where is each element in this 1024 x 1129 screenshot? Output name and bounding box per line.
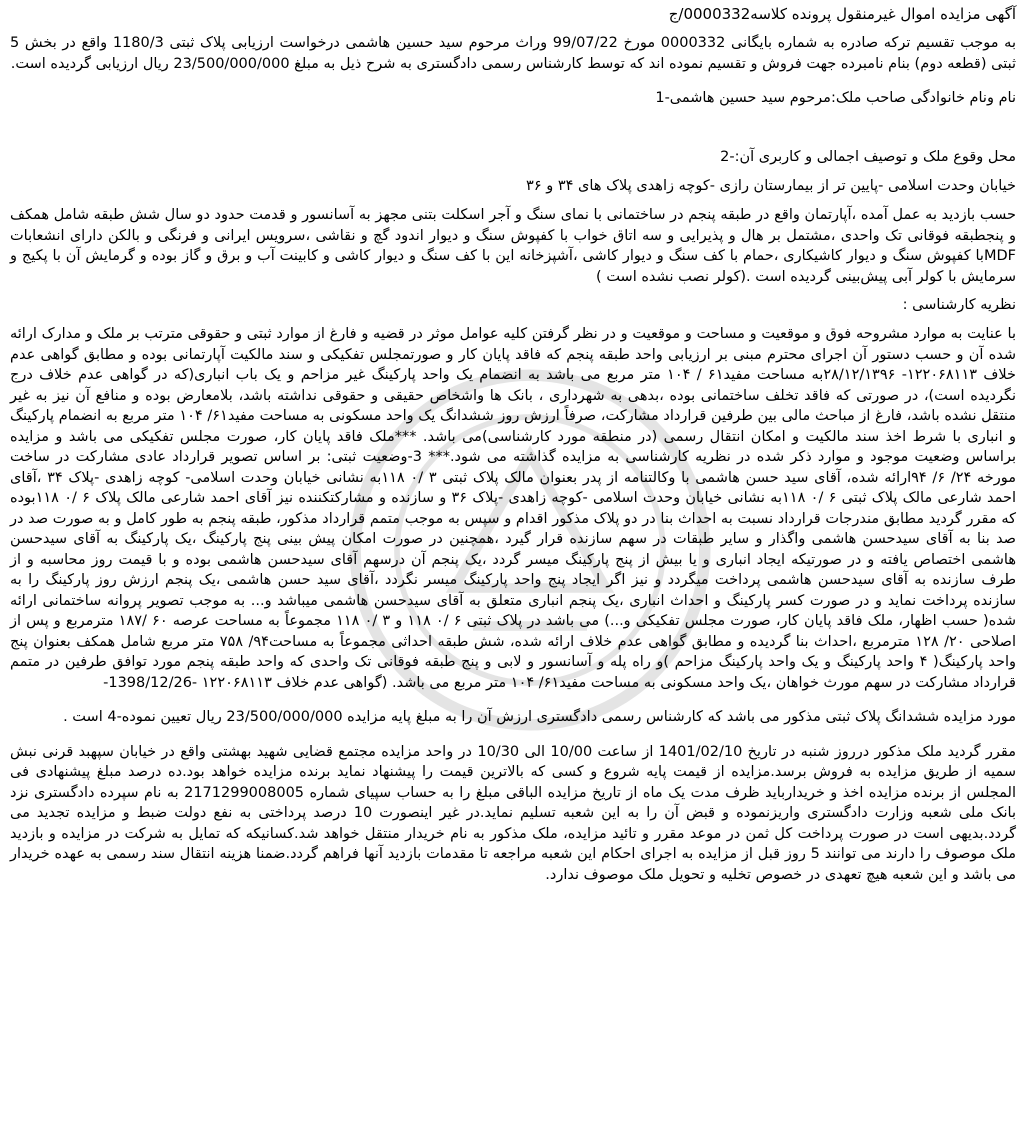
location-heading: محل وقوع ملک و توصیف اجمالی و کاربری آن:-2 [720,149,1016,165]
owner-line: نام ونام خانوادگی صاحب ملک:مرحوم سید حسین هاشمی-1 [655,90,1016,106]
address-line: خیابان وحدت اسلامی -پایین تر از بیمارستان رازی -کوچه زاهدی پلاک های ۳۴ و ۳۶ [526,178,1016,194]
intro-paragraph: به موجب تقسیم ترکه صادره به شماره بایگانی 0000332 مورخ 99/07/22 وراث مرحوم سید حسین هاشمی درخواست ارزیابی پلاک ثبتی 1180/3 واقع در بخش 5 ثبتی (قطعه دوم) بنام نامبرده جهت فروش و تقسیم نموده اند که توسط کارشناس رسمی دادگستری به شرح ذیل به مبلغ 23/500/000/000 ریال ارزیابی گردیده است. [10,35,1016,72]
notice-title: آگهی مزایده اموال غیرمنقول پرونده کلاسه0000332/ج [668,5,1016,23]
property-description: حسب بازدید به عمل آمده ،آپارتمان واقع در طبقه پنجم در ساختمانی با نمای سنگ و آجر اسکلت بتنی مجهز به آسانسور و قدمت حدود دو سال شش طبقه شامل همکف و پنجطبقه فوقانی تک واحدی ،مشتمل بر هال و پذیرایی و سه اتاق خواب با کفپوش سنگ و دیوار اندود گچ و نقاشی ،سرویس ایرانی و فرنگی و بالکن دارای انشعابات MDFبا کفپوش سنگ و دیوار کاشیکاری ،حمام با کف سنگ و دیوار کاشی ،آشپزخانه این با کف سنگ و دیوار کاشی و کابینت آب و برق و گاز بوده و گرمایش آن با پکیج و سرمایش با کولر آبی پیش‌بینی گردیده است .(کولر نصب نشده است ) [10,207,1016,285]
auction-terms-paragraph: مقرر گردید ملک مذکور درروز شنبه در تاریخ 1401/02/10 از ساعت 10/00 الی 10/30 در واحد مزایده مجتمع قضایی شهید بهشتی واقع در خیابان سپهبد قرنی نبش سمیه از طریق مزایده به فروش برسد.مزایده از قیمت پایه شروع و کسی که بالاترین قیمت را پیشنهاد نماید برنده مزایده خواهد بود.ده درصد مبلغ پیشنهادی فی المجلس از برنده مزایده اخذ و خریدارباید ظرف مدت یک ماه از تاریخ مزایده الباقی مبلغ را به حساب سپیای شماره 2171299008005 به نام سپرده دادگستری نزد بانک ملی شعبه وزارت دادگستری واریزنموده و قبض آن را به این شعبه تسلیم نماید.در غیر اینصورت 10 درصد پرداختی به نفع دولت ضبط و مزایده تجدید می گردد.بدیهی است در صورت پرداخت کل ثمن در موعد مقرر و تائید مزایده، ملک مذکور به نام خریدار منتقل خواهد شد.کسانیکه که تمایل به شرکت در مزایده و بازدید ملک موصوف را دارند می توانند 5 روز قبل از مزایده به اجرای احکام این شعبه مراجعه تا مقدمات بازدید آنها فراهم گردد.ضمنا هزینه انتقال سند رسمی به عهده خریدار می باشد و این شعبه هیچ تعهدی در خصوص تخلیه و تحویل ملک موصوف ندارد. [10,743,1016,883]
expert-opinion-heading: نظریه کارشناسی : [902,297,1016,313]
auction-item-paragraph: مورد مزایده ششدانگ پلاک ثبتی مذکور می باشد که کارشناس رسمی دادگستری ارزش آن را به مبلغ پایه مزایده 23/500/000/000 ریال تعیین نموده-4 است . [63,709,1016,725]
expert-opinion-paragraph: با عنایت به موارد مشروحه فوق و موقعیت و مساحت و موقعیت و در نظر گرفتن کلیه عوامل موثر در قضیه و فارغ از موارد ثبتی و حقوقی مترتب بر ملک و مدارک ارائه شده آن و حسب دستور آن اجرای محترم مبنی بر ارزیابی واحد طبقه پنجم که فاقد پایان کار و صورتمجلس تفکیکی و سند مالکیت آپارتمانی بوده و مطابق گواهی عدم خلاف ۱۲۲۰۶۸۱۱۳- ۲۸/۱۲/۱۳۹۶به مساحت مفید۶۱ / ۱۰۴ متر مربع می باشد به انضمام یک واحد پارکینگ غیر مزاحم و یک باب انباری(که در گواهی عدم خلاف درج نگردیده است)، در صورتی که فاقد تخلف ساختمانی بوده ،بدهی به شهرداری ، بانک ها واشخاص حقیقی و حقوقی نداشته باشد، بلامعارض بوده و منافع آن نیز به غیر منتقل نشده باشد، فارغ از مباحث مالی بین طرفین قرارداد مشارکت، صرفاً ارزش روز ششدانگ یک واحد مسکونی به مساحت مفید۶۱/ ۱۰۴ متر مربع به انضمام پارکینگ و انباری با شرط اخذ سند مالکیت و امکان انتقال رسمی (در منطقه مورد کارشناسی)می باشد. ***ملک فاقد پایان کار، صورت مجلس تفکیکی می باشد و مزایده براساس وضعیت موجود و موارد ذکر شده در نظریه کارشناسی به مزایده گذاشته می شود.*** 3-وضعیت ثبتی: بر اساس تصویر قرارداد عادی مشارکت در ساخت مورخه ۲۴/ ۶/ ۹۴ارائه شده، آقای سید حسن هاشمی با وکالتنامه از پدر بعنوان مالک پلاک ثبتی ۳ /۰ ۱۱۸به نشانی خیابان وحدت اسلامی- کوچه زاهدی -پلاک ۳۴ ،آقای احمد شارعی مالک پلاک ثبتی ۶ /۰ ۱۱۸به نشانی خیابان وحدت اسلامی -کوچه زاهدی -پلاک ۳۶ و سازنده و مشارکتکننده نیز آقای احمد شارعی مالک پلاک ۶ /۰ ۱۱۸بوده که مقرر گردید مطابق مندرجات قرارداد نسبت به احداث بنا در دو پلاک مذکور اقدام و سپس به موجب متمم قرارداد مذکور، طبقه پنجم به طور کامل و به صورت صد در صد بنا به آقای سیدحسن هاشمی واگذار و سایر طبقات در سهم سازنده قرار گیرد ،همچنین در صورت امکان پیش بینی پنج پارکینگ ،یک پارکینگ به آقای سیدحسن هاشمی اختصاص یافته و در صورتیکه ایجاد انباری و یا بیش از پنج پارکینگ میسر گردد ،یک پنجم آن درسهم آقای سیدحسن هاشمی بوده و با قیمت روز محاسبه و از طرف سازنده به آقای سیدحسن هاشمی پرداخت میگردد و نیز اگر ایجاد پنج واحد پارکینگ میسر نگردد ،آقای سید حسن هاشمی ،یک پنجم ارزش روز پارکینگ را به سازنده پرداخت نماید و در صورت کسر پارکینگ و احداث انباری ،یک پنجم انباری متعلق به آقای سیدحسن هاشمی میباشد و... به موجب تصویر پروانه ساختمانی ارائه شده( حسب اظهار، ملک فاقد پایان کار، صورت مجلس تفکیکی و...) می باشد در پلاک ثبتی ۶ /۰ ۱۱۸ و ۳ /۰ ۱۱۸ مجموعاً به مساحت عرصه ۶۰ /۱۸۷ مترمربع و پس از اصلاحی ۲۰/ ۱۲۸ مترمربع ،احداث بنا گردیده و مطابق گواهی عدم خلاف ارائه شده، شش طبقه احداثی مجموعاً به مساحت۹۴/ ۷۵۸ متر مربع شامل همکف بعنوان پنج واحد پارکینگ( ۴ واحد پارکینگ و یک واحد پارکینگ مزاحم )و راه پله و آسانسور و لابی و پنج طبقه فوقانی تک واحدی که واحد طبقه پنجم مورد توافق طرفین در متمم قرارداد مشارکت در سهم مورث خواهان ،یک واحد مسکونی به مساحت مفید۶۱/ ۱۰۴ متر مربع می باشد. (گواهی عدم خلاف ۱۲۲۰۶۸۱۱۳ -1398/12/26- [10,326,1017,691]
